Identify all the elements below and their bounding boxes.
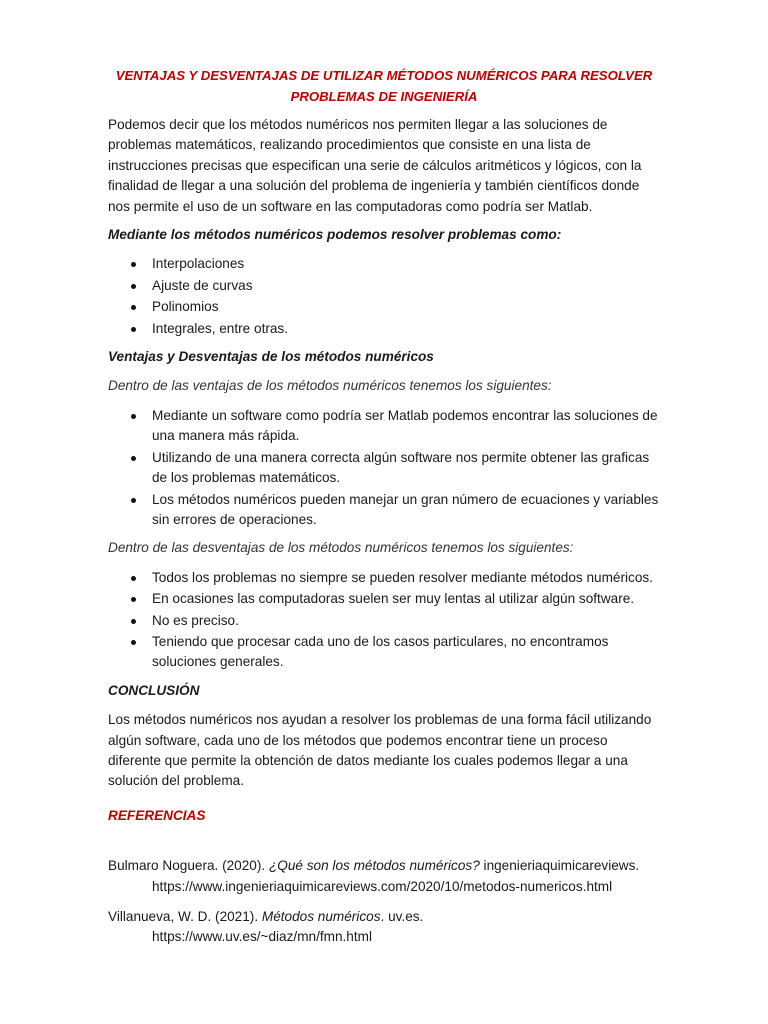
advantages-heading: Dentro de las ventajas de los métodos numéricos tenemos los siguientes: [108, 378, 552, 394]
list-item: Teniendo que procesar cada uno de los casos particulares, no encontramos soluciones generales. [152, 632, 660, 673]
references-heading: REFERENCIAS [108, 807, 206, 823]
reference-entry [108, 856, 660, 897]
reference-url[interactable]: https://www.ingenieriaquimicareviews.com/2020/10/metodos-numericos.html [152, 878, 613, 894]
list-item: Mediante un software como podría ser Matlab podemos encontrar las soluciones de una manera más rápida. [152, 406, 660, 447]
reference-entry [108, 907, 660, 948]
reference-author: Villanueva, W. D. (2021). [108, 909, 262, 924]
advantages-list [108, 406, 660, 530]
disadvantages-list [108, 568, 660, 673]
problems-heading: Mediante los métodos numéricos podemos resolver problemas como: [108, 227, 562, 243]
advantages-disadvantages-heading: Ventajas y Desventajas de los métodos numéricos [108, 349, 434, 365]
title-line-2: PROBLEMAS DE INGENIERÍA [290, 88, 478, 104]
reference-source: . uv.es. [380, 909, 424, 924]
list-item: Utilizando de una manera correcta algún software nos permite obtener las graficas de los problemas matemáticos. [152, 448, 660, 489]
problems-list [108, 254, 660, 339]
document-title [108, 66, 660, 107]
conclusion-heading: CONCLUSIÓN [108, 682, 200, 698]
reference-title: ¿Qué son los métodos numéricos? [268, 858, 480, 874]
list-item: En ocasiones las computadoras suelen ser muy lentas al utilizar algún software. [152, 589, 660, 609]
reference-source: ingenieriaquimicareviews. [479, 858, 640, 874]
reference-title: Métodos numéricos [261, 909, 381, 924]
reference-author: Bulmaro Noguera. (2020). [108, 858, 269, 874]
disadvantages-heading: Dentro de las desventajas de los métodos numéricos tenemos los siguientes: [108, 540, 574, 556]
list-item: Los métodos numéricos pueden manejar un gran número de ecuaciones y variables sin errores de operaciones. [152, 490, 660, 531]
list-item: Todos los problemas no siempre se pueden resolver mediante métodos numéricos. [152, 568, 660, 588]
list-item: Ajuste de curvas [152, 276, 660, 296]
list-item: Interpolaciones [152, 254, 660, 274]
conclusion-paragraph: Los métodos numéricos nos ayudan a resolver los problemas de una forma fácil utilizando algún software, cada uno de los métodos que podemos encontrar tiene un proceso diferente que permite la obtención de datos mediante los cuales podemos llegar a una solución del problema. [108, 712, 652, 789]
title-line-1: VENTAJAS Y DESVENTAJAS DE UTILIZAR MÉTODOS NUMÉRICOS PARA RESOLVER [115, 68, 653, 83]
list-item: No es preciso. [152, 611, 660, 631]
list-item: Integrales, entre otras. [152, 319, 660, 339]
list-item: Polinomios [152, 297, 660, 317]
intro-paragraph: Podemos decir que los métodos numéricos nos permiten llegar a las soluciones de problemas matemáticos, realizando procedimientos que consiste en una lista de instrucciones precisas que especifican una serie de cálculos aritméticos y lógicos, con la finalidad de llegar a una solución del problema de ingeniería y también científicos donde nos permite el uso de un software en las computadoras como podría ser Matlab. [108, 117, 642, 214]
reference-url[interactable]: https://www.uv.es/~diaz/mn/fmn.html [152, 929, 372, 945]
